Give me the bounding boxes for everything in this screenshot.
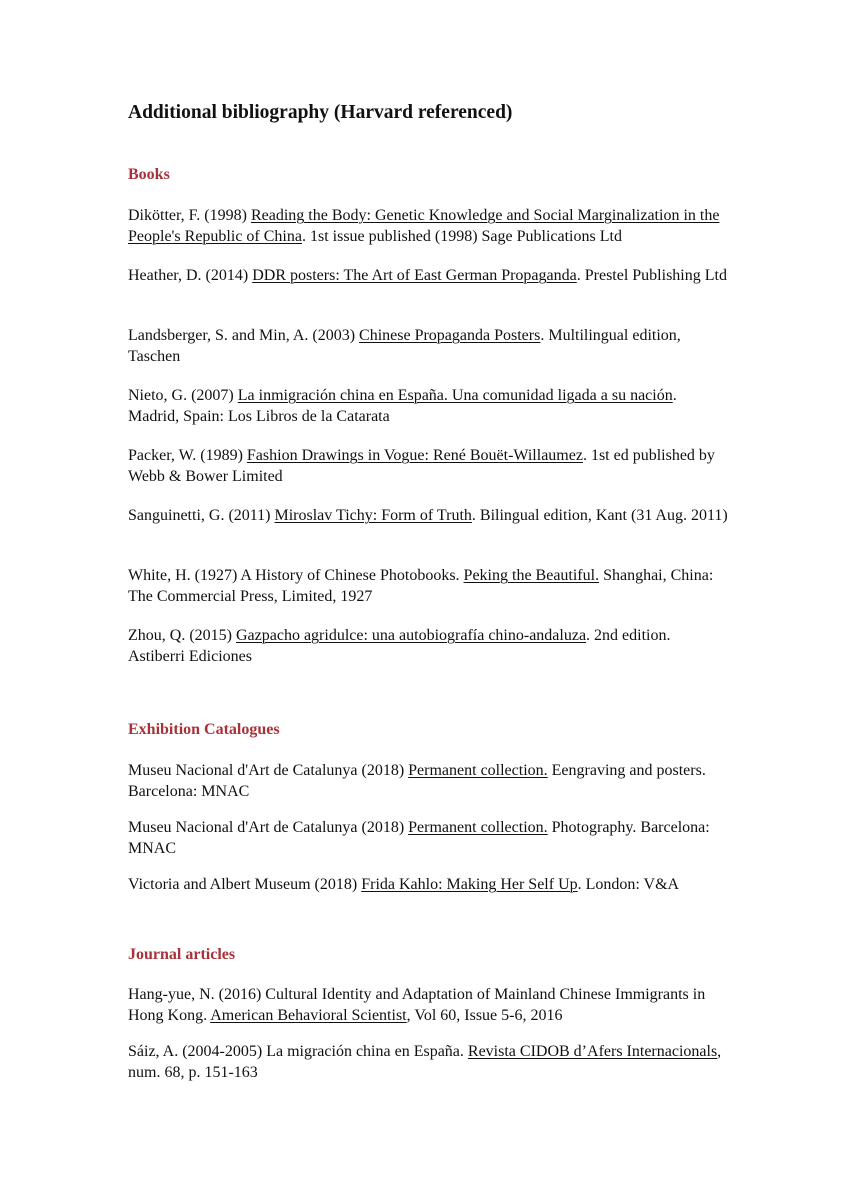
entry-text: Museu Nacional d'Art de Catalunya (2018) [128, 762, 409, 779]
entry-title-link[interactable]: Permanent collection. [408, 762, 548, 779]
entry-title-link[interactable]: Fashion Drawings in Vogue: René Bouët-Willaumez [246, 447, 583, 464]
bibliography-entry [128, 445, 728, 487]
entry-text: Packer, W. (1989) [128, 447, 247, 464]
entry-title-link[interactable]: La inmigración china en España. Una comunidad ligada a su nación [237, 387, 673, 404]
entry-text: . London: V&A [577, 876, 680, 893]
bibliography-entry [128, 325, 728, 367]
bibliography-entry [128, 205, 728, 247]
bibliography-entry [128, 265, 728, 286]
entry-text: . Madrid, Spain: Los Libros de la Catarata [128, 387, 677, 425]
entry-title-link[interactable]: Peking the Beautiful. [463, 567, 600, 584]
bibliography-entry [128, 565, 728, 607]
entry-text: Dikötter, F. (1998) [128, 207, 251, 224]
entry-text: , Vol 60, Issue 5-6, 2016 [406, 1007, 563, 1024]
bibliography-entry [128, 760, 728, 802]
entry-title-link[interactable]: American Behavioral Scientist [210, 1007, 407, 1024]
entry-text: , num. 68, p. 151-163 [128, 1043, 722, 1081]
page-title: Additional bibliography (Harvard referenced) [128, 102, 513, 123]
entry-text: White, H. (1927) A History of Chinese Photobooks. [128, 567, 464, 584]
bibliography-entry [128, 385, 728, 427]
entry-text: Nieto, G. (2007) [128, 387, 238, 404]
entry-title-link[interactable]: Revista CIDOB d’Afers Internacionals [467, 1043, 718, 1060]
entry-text: Heather, D. (2014) [128, 267, 253, 284]
entry-text: . Multilingual edition, Taschen [128, 327, 681, 365]
bibliography-entry [128, 984, 728, 1026]
entry-text: Sáiz, A. (2004-2005) La migración china en España. [128, 1043, 468, 1060]
entry-title-link[interactable]: Chinese Propaganda Posters [359, 327, 541, 344]
entry-text: . 1st issue published (1998) Sage Publications Ltd [301, 228, 622, 245]
entry-text: . Bilingual edition, Kant (31 Aug. 2011) [471, 507, 728, 524]
section-heading-journal-articles: Journal articles [128, 946, 236, 963]
entry-title-link[interactable]: Permanent collection. [408, 819, 548, 836]
bibliography-entry [128, 625, 728, 667]
section-heading-exhibition-catalogues: Exhibition Catalogues [128, 721, 280, 738]
entry-text: Hang-yue, N. (2016) Cultural Identity and Adaptation of Mainland Chinese Immigrants in Hong Kong. [128, 986, 706, 1024]
bibliography-entry [128, 505, 728, 526]
entry-title-link[interactable]: Reading the Body: Genetic Knowledge and Social Marginalization in the People's Republic of China [128, 207, 720, 245]
entry-title-link[interactable]: Frida Kahlo: Making Her Self Up [361, 876, 578, 893]
entry-text: . 2nd edition. Astiberri Ediciones [128, 627, 671, 665]
entry-title-link[interactable]: Gazpacho agridulce: una autobiografía chino-andaluza [235, 627, 587, 644]
entry-text: Victoria and Albert Museum (2018) [128, 876, 362, 893]
entry-title-link[interactable]: Miroslav Tichy: Form of Truth [274, 507, 472, 524]
bibliography-entry [128, 874, 728, 895]
entry-text: Eengraving and posters. Barcelona: MNAC [128, 762, 706, 800]
entry-text: Museu Nacional d'Art de Catalunya (2018) [128, 819, 409, 836]
section-heading-books: Books [128, 166, 170, 183]
entry-text: Sanguinetti, G. (2011) [128, 507, 275, 524]
entry-text: . 1st ed published by Webb & Bower Limited [128, 447, 715, 485]
entry-text: Photography. Barcelona: MNAC [128, 819, 710, 857]
bibliography-entry [128, 817, 728, 859]
bibliography-entry [128, 1041, 728, 1083]
entry-text: Shanghai, China: The Commercial Press, Limited, 1927 [128, 567, 714, 605]
entry-text: Zhou, Q. (2015) [128, 627, 236, 644]
entry-text: . Prestel Publishing Ltd [576, 267, 727, 284]
entry-title-link[interactable]: DDR posters: The Art of East German Propaganda [252, 267, 577, 284]
entry-text: Landsberger, S. and Min, A. (2003) [128, 327, 360, 344]
